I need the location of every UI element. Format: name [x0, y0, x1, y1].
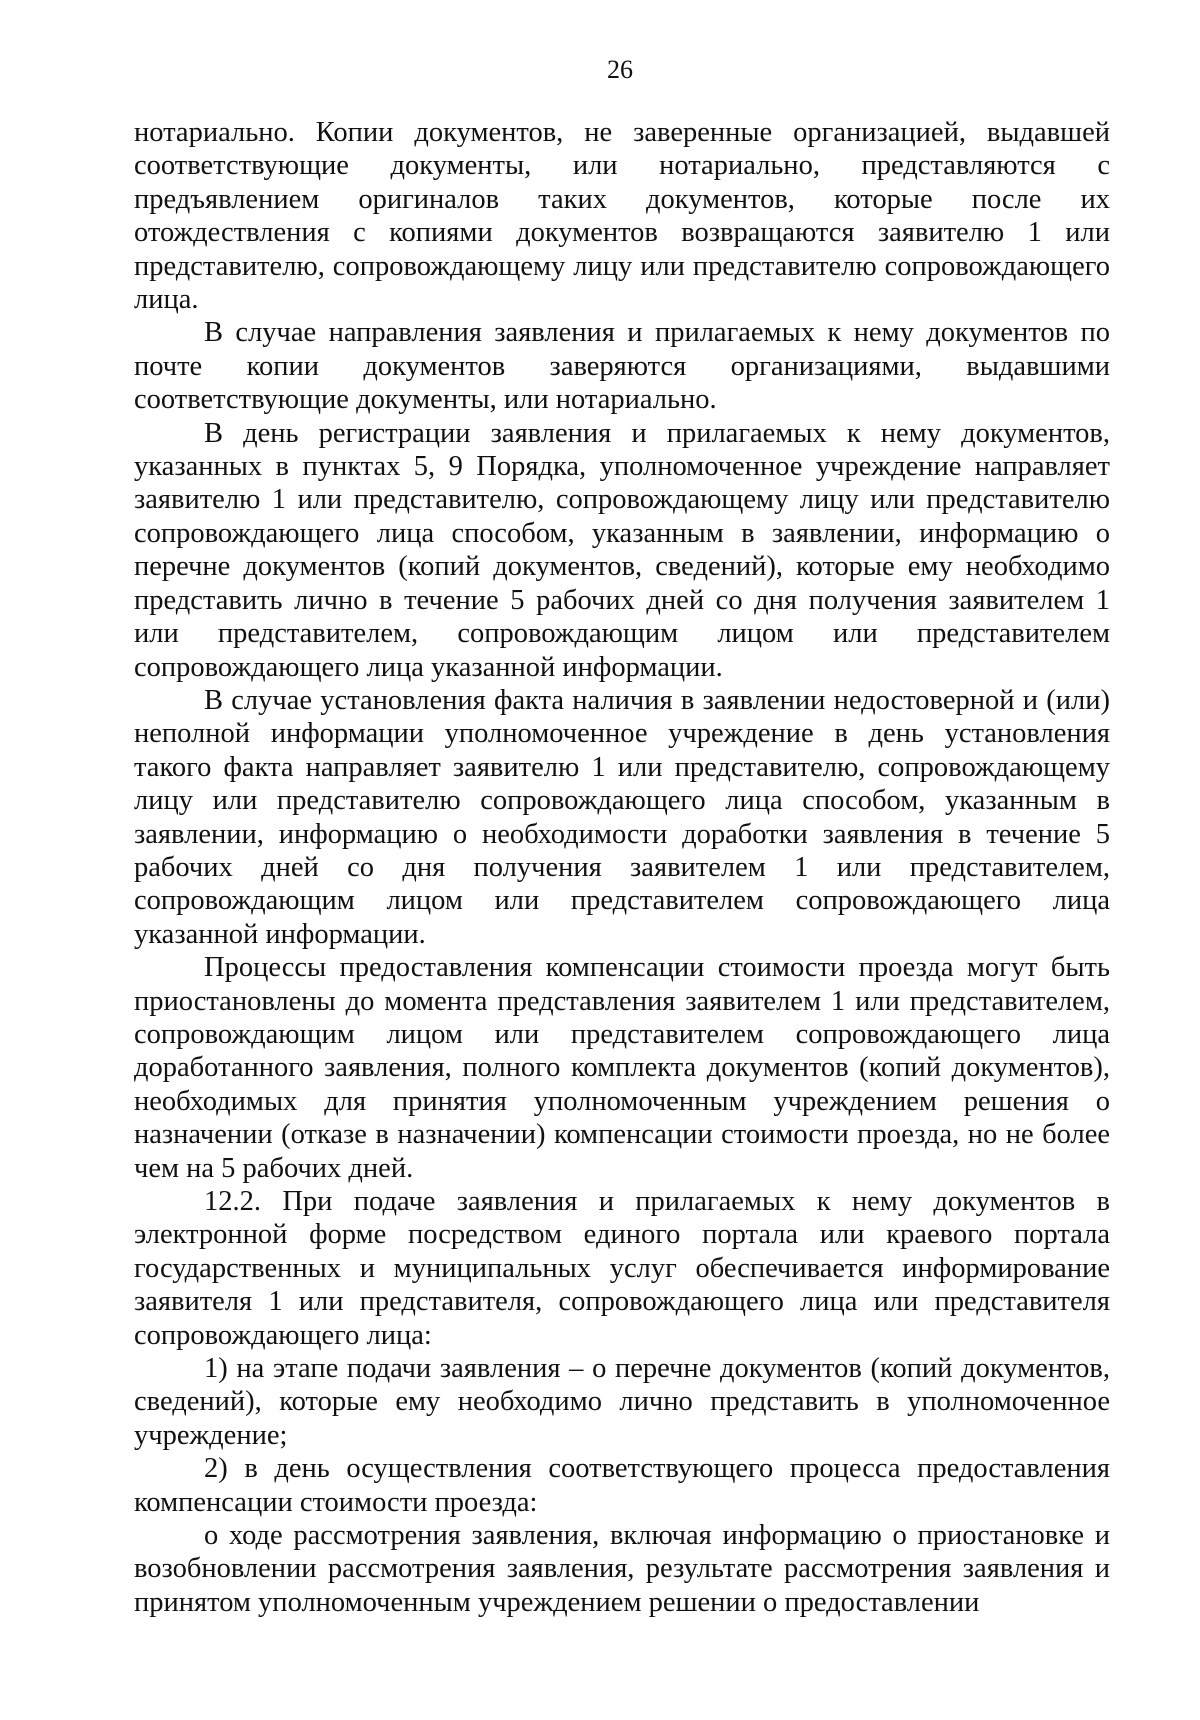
paragraph-suspension: Процессы предоставления компенсации стоимости проезда могут быть приостановлены до момента представления заявителем 1 или представителем, сопровождающим лицом или представителем сопровождающего лица доработанного заявления, полного комплекта документов (копий документов), необходимых для принятия уполномоченным учреждением решения о назначении (отказе в назначении) компенсации стоимости проезда, но не более чем на 5 рабочих дней.: [134, 952, 1110, 1184]
paragraph-registration-day: В день регистрации заявления и прилагаемых к нему документов, указанных в пунктах 5, 9 Порядка, уполномоченное учреждение направляет заявителю 1 или представителю, сопровождающему лицу или представителю сопровождающего лица способом, указанным в заявлении, информацию о перечне документов (копий документов, сведений), которые ему необходимо представить лично в течение 5 рабочих дней со дня получения заявителем 1 или представителем, сопровождающим лицом или представителем сопровождающего лица указанной информации.: [134, 417, 1110, 683]
paragraph-incomplete-information: В случае установления факта наличия в заявлении недостоверной и (или) неполной информации уполномоченное учреждение в день установления такого факта направляет заявителю 1 или представителю, сопровождающему лицу или представителю сопровождающего лица способом, указанным в заявлении, информацию о необходимости доработки заявления в течение 5 рабочих дней со дня получения заявителем 1 или представителем, сопровождающим лицом или представителем сопровождающего лица указанной информации.: [134, 684, 1110, 950]
list-item-2: 2) в день осуществления соответствующего процесса предоставления компенсации стоимости проезда:: [134, 1453, 1110, 1518]
list-item-1: 1) на этапе подачи заявления – о перечне документов (копий документов, сведений), которые ему необходимо лично представить в уполномоченное учреждение;: [134, 1353, 1110, 1451]
paragraph-postal-submission: В случае направления заявления и прилагаемых к нему документов по почте копии документов заверяются организациями, выдавшими соответствующие документы, или нотариально.: [134, 317, 1110, 416]
page-number: 26: [607, 55, 633, 84]
paragraph-notarial-copies: нотариально. Копии документов, не заверенные организацией, выдавшей соответствующие документы, или нотариально, представляются с предъявлением оригиналов таких документов, которые после их отождествления с копиями документов возвращаются заявителю 1 или представителю, сопровождающему лицу или представителю сопровождающего лица.: [134, 117, 1110, 316]
document-body: [134, 116, 1110, 1619]
paragraph-clause-12-2: 12.2. При подаче заявления и прилагаемых к нему документов в электронной форме посредством единого портала или краевого портала государственных и муниципальных услуг обеспечивается информирование заявителя 1 или представителя, сопровождающего лица или представителя сопровождающего лица:: [134, 1186, 1110, 1351]
paragraph-review-progress: о ходе рассмотрения заявления, включая информацию о приостановке и возобновлении рассмотрения заявления, результате рассмотрения заявления и принятом уполномоченным учреждением решении о предоставлении: [134, 1520, 1110, 1618]
